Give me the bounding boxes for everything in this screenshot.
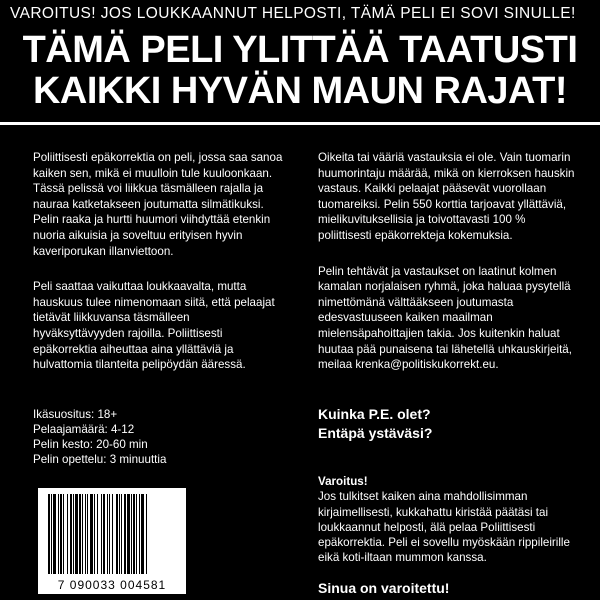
barcode-bars xyxy=(38,488,186,578)
game-duration: Pelin kesto: 20-60 min xyxy=(33,438,148,451)
left-paragraph-2: Peli saattaa vaikuttaa loukkaavalta, mutta hauskuus tulee nimenomaan siitä, että pelaajat tietävät liikkuvansa täsmälleen hyväksyttävyyden rajoilla. Poliittisesti epäkorrektia aiheuttaa aina yllättäviä ja hulvattomia tilanteita pelipöydän ääressä. xyxy=(33,280,275,372)
age-rating: Ikäsuositus: 18+ xyxy=(33,408,118,421)
game-info xyxy=(33,407,233,467)
warning-box-title: Varoitus! xyxy=(318,475,368,488)
headline-line-1: TÄMÄ PELI YLITTÄÄ TAATUSTI xyxy=(22,29,578,71)
barcode xyxy=(38,488,186,594)
warning-box xyxy=(318,474,580,566)
left-column xyxy=(33,150,283,393)
headline-line-2: KAIKKI HYVÄN MAUN RAJAT! xyxy=(32,70,568,112)
question-line-1: Kuinka P.E. olet? xyxy=(318,406,431,422)
warning-banner: VAROITUS! JOS LOUKKAANNUT HELPOSTI, TÄMÄ PELI EI SOVI SINULLE! xyxy=(10,5,576,22)
warning-box-text: Jos tulkitset kaiken aina mahdollisimman kirjaimellisesti, kukkahattu kiristää päätäsi tai loukkaannut helposti, älä pelaa Poliittisesti epäkorrektia. Peli ei sovellu myöskään rippileirille eikä koti-iltaan mummon kanssa. xyxy=(318,490,570,565)
right-column xyxy=(318,150,580,393)
player-count: Pelaajamäärä: 4-12 xyxy=(33,423,135,436)
right-paragraph-1: Oikeita tai vääriä vastauksia ei ole. Vain tuomarin huumorintaju määrää, mikä on kierroksen hauskin vastaus. Kaikki pelaajat pääsevät vuorollaan tuomareiksi. Pelin 550 korttia tarjoavat yllättäviä, mielikuvituksellisia ja toivottavasti 100 % poliittisesti epäkorrekteja kokemuksia. xyxy=(318,151,575,242)
final-warning: Sinua on varoitettu! xyxy=(318,580,450,596)
divider xyxy=(0,122,600,125)
left-paragraph-1: Poliittisesti epäkorrektia on peli, jossa saa sanoa kaiken sen, mikä ei muulloin tule kuuloonkaan. Tässä pelissä voi liikkua täsmälleen rajalla ja nauraa katketakseen joutumatta silmätikuksi. Pelin raaka ja hurtti huumori viihdyttää etenkin nuoria aikuisia ja soveltuu erityisen hyvin kaveriporukan illanviettoon. xyxy=(33,151,283,258)
learning-time: Pelin opettelu: 3 minuuttia xyxy=(33,453,167,466)
barcode-number: 7 090033 004581 xyxy=(57,578,167,592)
right-paragraph-2: Pelin tehtävät ja vastaukset on laatinut kolmen kamalan norjalaisen ryhmä, joka haluaa pysytellä nimettömänä välttääkseen joutumasta edesvastuuseen kaiken maailman mielensäpahoittajien takia. Jos kuitenkin haluat huutaa pää punaisena tai lähetellä uhkauskirjeitä, meilaa krenka@politiskukorrekt.eu. xyxy=(318,264,572,372)
question-line-2: Entäpä ystäväsi? xyxy=(318,425,433,441)
headline xyxy=(0,30,600,112)
question-heading xyxy=(318,405,580,443)
